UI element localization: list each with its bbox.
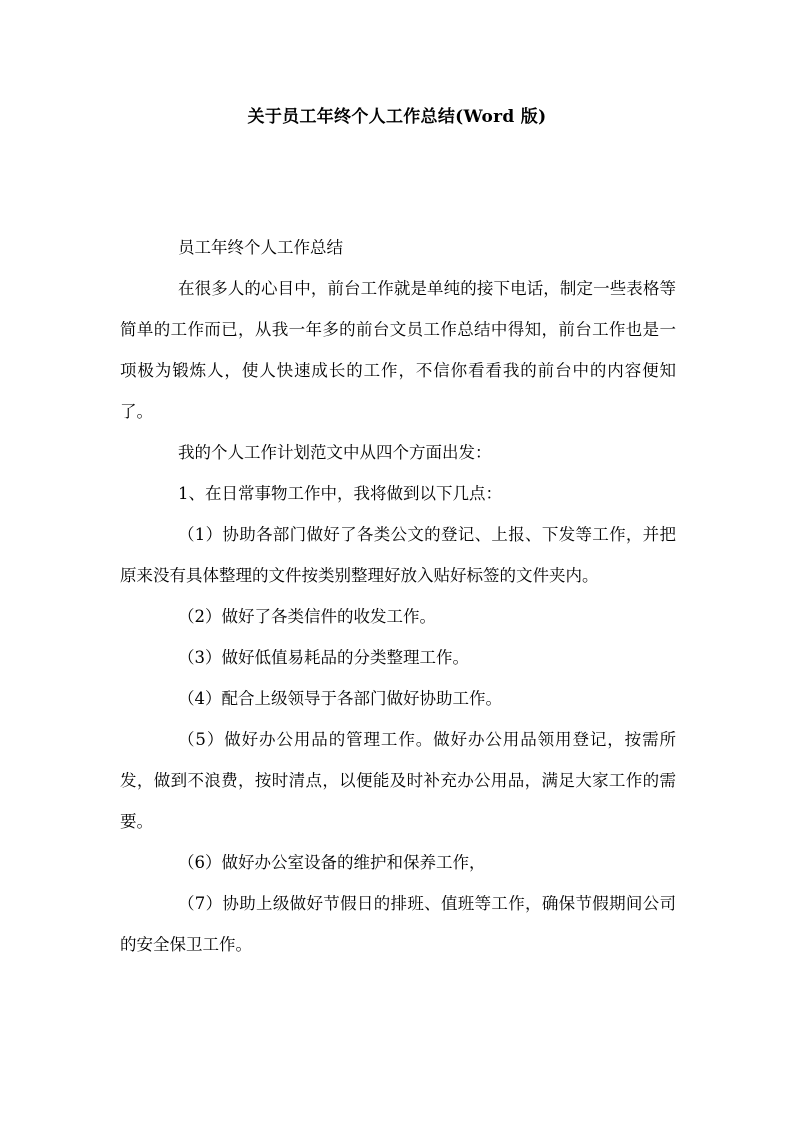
paragraph-item-7: （7）协助上级做好节假日的排班、值班等工作，确保节假期间公司的安全保卫工作。 (120, 894, 676, 954)
document-title: 关于员工年终个人工作总结(Word 版) (247, 107, 547, 127)
paragraph-item-4: （4）配合上级领导于各部门做好协助工作。 (178, 689, 502, 708)
paragraph-item-2: （2）做好了各类信件的收发工作。 (178, 607, 436, 626)
paragraph-item-3: （3）做好低值易耗品的分类整理工作。 (178, 648, 469, 667)
paragraph-plan-overview: 我的个人工作计划范文中从四个方面出发： (178, 443, 492, 462)
paragraph-section-1: 1、在日常事物工作中，我将做到以下几点： (178, 484, 502, 503)
paragraph-item-6: （6）做好办公室设备的维护和保养工作， (178, 853, 486, 872)
paragraph-item-5: （5）做好办公用品的管理工作。做好办公用品领用登记，按需所发，做到不浪费，按时清点，以便能及时补充办公用品，满足大家工作的需要。 (120, 730, 676, 831)
document-body (120, 227, 676, 965)
paragraph-item-1: （1）协助各部门做好了各类公文的登记、上报、下发等工作，并把原来没有具体整理的文件按类别整理好放入贴好标签的文件夹内。 (120, 525, 676, 585)
paragraph-heading: 员工年终个人工作总结 (178, 238, 343, 257)
paragraph-intro: 在很多人的心目中，前台工作就是单纯的接下电话，制定一些表格等简单的工作而已，从我一年多的前台文员工作总结中得知，前台工作也是一项极为锻炼人，使人快速成长的工作，不信你看看我的前台中的内容便知了。 (120, 279, 676, 421)
